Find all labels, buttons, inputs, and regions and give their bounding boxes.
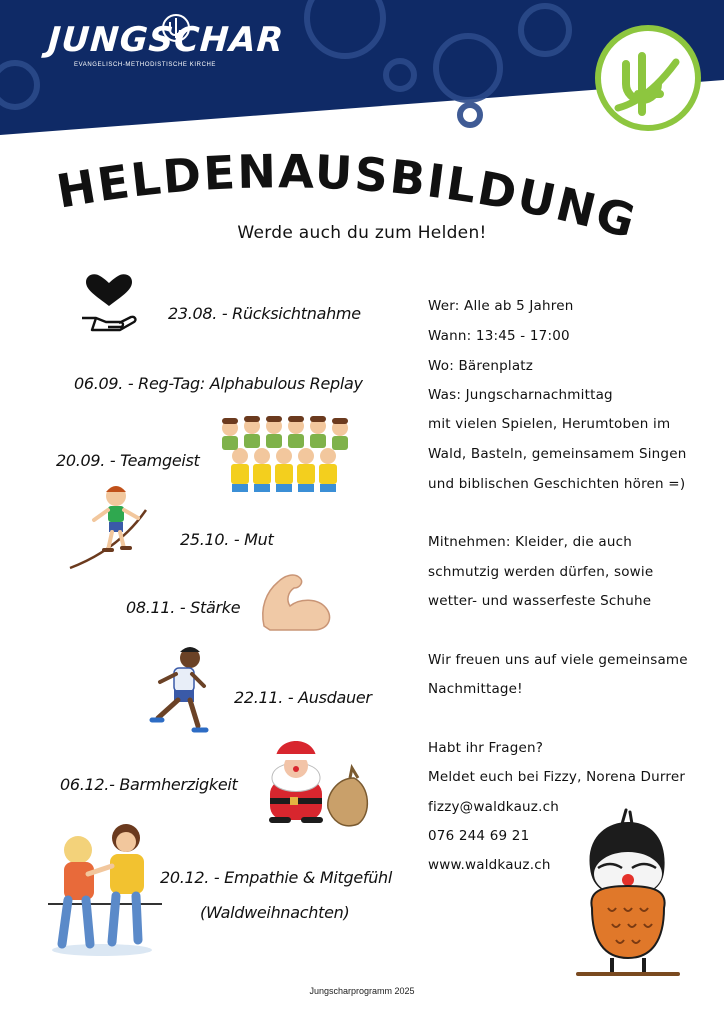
info-email: fizzy@waldkauz.ch: [428, 799, 559, 815]
owl-mascot-icon: [572, 808, 682, 984]
event-item: 06.09. - Reg-Tag: Alphabulous Replay: [74, 374, 363, 393]
info-bring-line: schmutzig werden dürfen, sowie: [428, 564, 654, 580]
event-item: 23.08. - Rücksichtnahme: [168, 304, 361, 323]
title-text: HELDENAUSBILDUNG: [52, 150, 643, 250]
info-what-line: Wald, Basteln, gemeinsamem Singen: [428, 446, 687, 462]
logo-subtitle: EVANGELISCH-METHODISTISCHE KIRCHE: [74, 62, 217, 68]
info-what-line: mit vielen Spielen, Herumtoben im: [428, 416, 671, 432]
logo: [46, 20, 286, 90]
info-phone: 076 244 69 21: [428, 828, 530, 844]
info-bring-line: wetter- und wasserfeste Schuhe: [428, 593, 652, 609]
info-questions: Habt ihr Fragen?: [428, 740, 544, 756]
info-who: Wer: Alle ab 5 Jahren: [428, 298, 574, 314]
subtitle: Werde auch du zum Helden!: [237, 223, 487, 243]
event-item: 20.12. - Empathie & Mitgefühl: [160, 868, 393, 887]
flexed-arm-icon: [256, 568, 336, 634]
page-title: [40, 150, 680, 260]
heart-hand-icon: [78, 272, 140, 334]
info-contact: Meldet euch bei Fizzy, Norena Durrer: [428, 769, 686, 785]
event-item-continued: (Waldweihnachten): [200, 903, 350, 922]
event-item: 08.11. - Stärke: [126, 598, 241, 617]
info-bring: Mitnehmen: Kleider, die auch: [428, 534, 632, 550]
info-website: www.waldkauz.ch: [428, 857, 551, 873]
info-where: Wo: Bärenplatz: [428, 358, 534, 374]
info-looking-forward-line: Nachmittage!: [428, 681, 523, 697]
event-item: 22.11. - Ausdauer: [234, 688, 372, 707]
logo-text: JUNGSCHAR: [46, 20, 286, 60]
event-item: 06.12.- Barmherzigkeit: [60, 775, 238, 794]
tightrope-walker-icon: [68, 480, 178, 575]
info-what: Was: Jungscharnachmittag: [428, 387, 613, 403]
event-item: 25.10. - Mut: [180, 530, 274, 549]
santa-claus-icon: [262, 734, 374, 830]
church-cross-logo-icon: [578, 16, 718, 141]
comforting-friends-icon: [46, 808, 164, 958]
runner-icon: [134, 642, 214, 742]
info-what-line: und biblischen Geschichten hören =): [428, 476, 686, 492]
footer: Jungscharprogramm 2025: [309, 986, 415, 996]
team-icon: [216, 408, 352, 498]
info-looking-forward: Wir freuen uns auf viele gemeinsame: [428, 652, 688, 668]
event-item: 20.09. - Teamgeist: [56, 451, 200, 470]
info-when: Wann: 13:45 - 17:00: [428, 328, 570, 344]
